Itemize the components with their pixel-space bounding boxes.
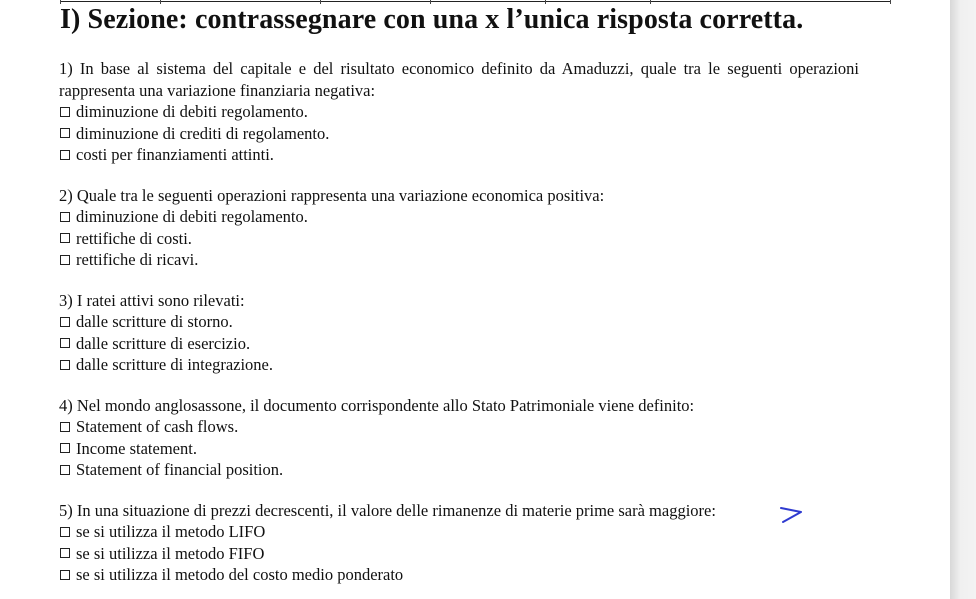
answer-option[interactable] xyxy=(59,249,859,271)
checkbox-empty-icon[interactable] xyxy=(60,233,70,243)
answer-option[interactable] xyxy=(59,101,859,123)
viewer-margin xyxy=(950,0,976,599)
answer-option[interactable] xyxy=(59,144,859,166)
checkbox-empty-icon[interactable] xyxy=(60,150,70,160)
question-3 xyxy=(59,290,859,376)
answer-option-label: rettifiche di costi. xyxy=(76,228,192,248)
answer-option[interactable] xyxy=(59,228,859,250)
checkbox-empty-icon[interactable] xyxy=(60,317,70,327)
answer-option-label: diminuzione di debiti regolamento. xyxy=(76,207,308,226)
answer-option[interactable] xyxy=(59,543,859,565)
answer-option[interactable] xyxy=(59,311,859,333)
checkbox-empty-icon[interactable] xyxy=(60,128,70,138)
checkbox-empty-icon[interactable] xyxy=(60,548,70,558)
question-4 xyxy=(59,395,859,481)
checkbox-empty-icon[interactable] xyxy=(60,570,70,580)
question-1 xyxy=(59,58,859,166)
question-text: 3) I ratei attivi sono rilevati: xyxy=(59,290,245,310)
section-title: I) Sezione: contrassegnare con una x l’unica risposta corretta. xyxy=(60,4,804,35)
answer-option-label: se si utilizza il metodo FIFO xyxy=(76,543,265,563)
pen-arrow-mark-icon xyxy=(779,505,805,525)
question-list xyxy=(59,58,859,599)
question-text: 4) Nel mondo anglosassone, il documento corrispondente allo Stato Patrimoniale viene definito: xyxy=(59,395,695,415)
answer-option[interactable] xyxy=(59,206,859,228)
answer-option-label: diminuzione di crediti di regolamento. xyxy=(76,123,330,143)
question-text: 1) In base al sistema del capitale e del risultato economico definito da Amaduzzi, quale tra le seguenti operazioni rappresenta una variazione finanziaria negativa: xyxy=(59,59,859,100)
answer-option[interactable] xyxy=(59,564,859,586)
checkbox-empty-icon[interactable] xyxy=(60,465,70,475)
question-5 xyxy=(59,500,859,586)
checkbox-empty-icon[interactable] xyxy=(60,338,70,348)
question-text: 5) In una situazione di prezzi decrescenti, il valore delle rimanenze di materie prime sarà maggiore: xyxy=(59,500,716,520)
checkbox-empty-icon[interactable] xyxy=(60,360,70,370)
answer-option-label: Statement of financial position. xyxy=(76,460,284,479)
checkbox-empty-icon[interactable] xyxy=(60,422,70,432)
answer-option[interactable] xyxy=(59,459,859,481)
question-text: 2) Quale tra le seguenti operazioni rappresenta una variazione economica positiva: xyxy=(59,185,605,205)
answer-option-label: dalle scritture di integrazione. xyxy=(76,355,274,374)
answer-option-label: dalle scritture di storno. xyxy=(76,312,233,331)
answer-option[interactable] xyxy=(59,438,859,460)
checkbox-empty-icon[interactable] xyxy=(60,107,70,117)
answer-option-label: dalle scritture di esercizio. xyxy=(76,333,251,353)
answer-option-label: costi per finanziamenti attinti. xyxy=(76,145,274,164)
checkbox-empty-icon[interactable] xyxy=(60,443,70,453)
answer-option-label: Statement of cash flows. xyxy=(76,417,239,436)
answer-option[interactable] xyxy=(59,521,859,543)
answer-option-label: se si utilizza il metodo del costo medio ponderato xyxy=(76,565,404,584)
question-2 xyxy=(59,185,859,271)
checkbox-empty-icon[interactable] xyxy=(60,212,70,222)
answer-option[interactable] xyxy=(59,416,859,438)
checkbox-empty-icon[interactable] xyxy=(60,255,70,265)
checkbox-empty-icon[interactable] xyxy=(60,527,70,537)
top-divider xyxy=(60,1,890,2)
answer-option[interactable] xyxy=(59,354,859,376)
answer-option-label: se si utilizza il metodo LIFO xyxy=(76,522,266,541)
ruler-tick xyxy=(890,0,891,4)
answer-option[interactable] xyxy=(59,333,859,355)
answer-option-label: Income statement. xyxy=(76,438,197,458)
answer-option-label: diminuzione di debiti regolamento. xyxy=(76,102,308,121)
answer-option-label: rettifiche di ricavi. xyxy=(76,250,199,269)
answer-option[interactable] xyxy=(59,123,859,145)
